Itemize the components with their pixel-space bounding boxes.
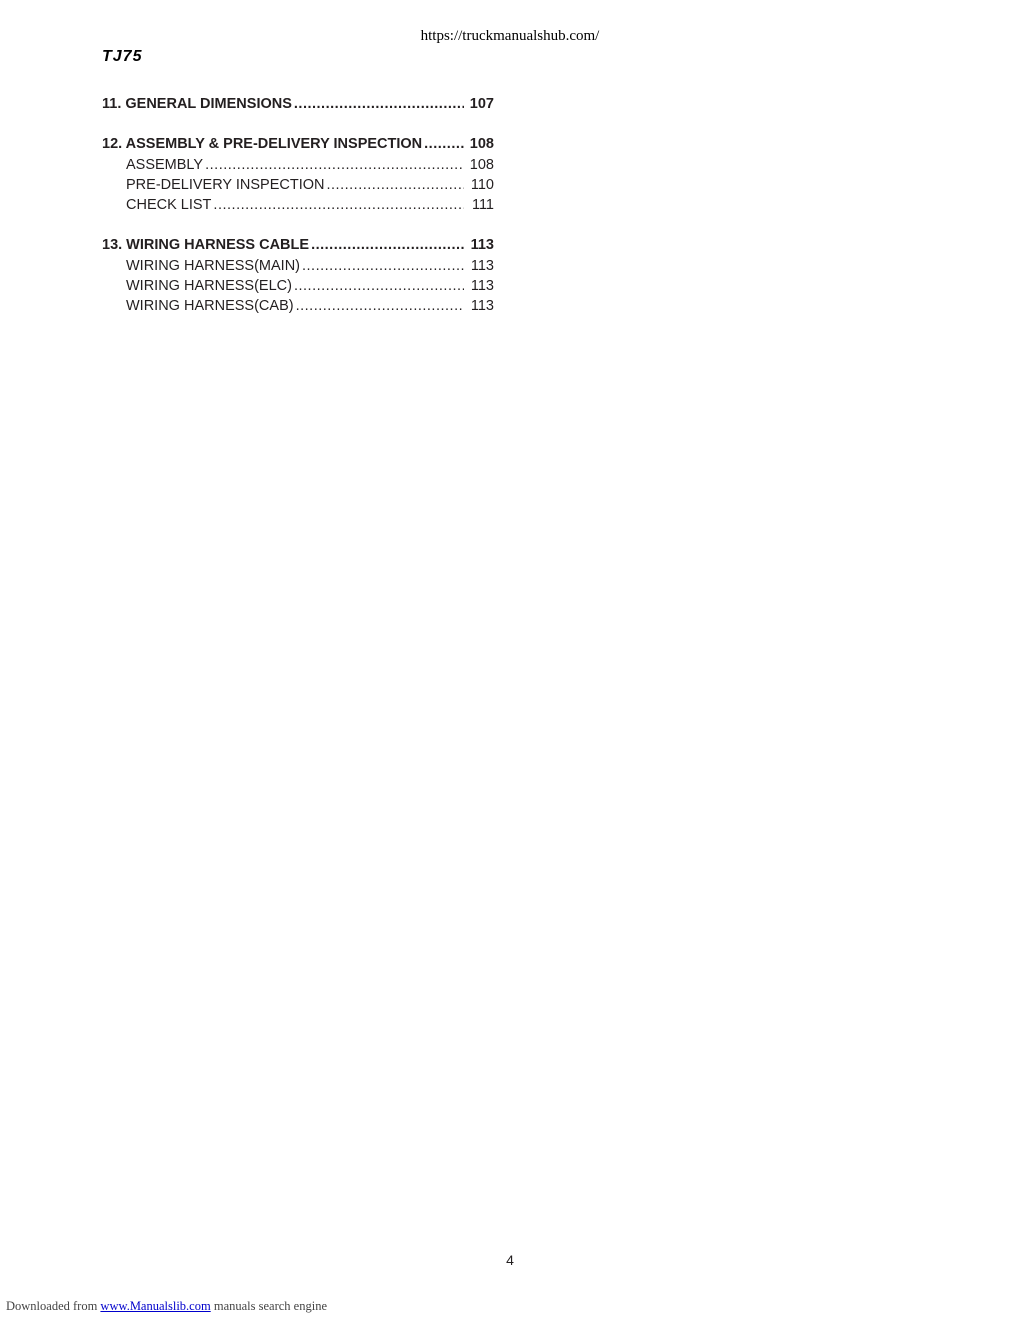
toc-leader-dots: [205, 157, 464, 173]
toc-leader-dots: [302, 258, 464, 274]
download-footer: [6, 1299, 327, 1314]
toc-subentry-assembly[interactable]: [102, 157, 494, 177]
toc-entry-page: 108: [469, 156, 494, 173]
toc-entry-assembly-pre-delivery[interactable]: [102, 136, 494, 156]
page-number: 4: [506, 1252, 514, 1268]
toc-entry-general-dimensions[interactable]: [102, 96, 494, 116]
toc-leader-dots: [327, 177, 465, 193]
toc-section-11: [102, 96, 494, 116]
toc-leader-dots: [424, 136, 464, 152]
toc-subentry-wiring-harness-main[interactable]: [102, 258, 494, 278]
toc-entry-title: WIRING HARNESS(ELC): [126, 278, 292, 295]
toc-leader-dots: [294, 278, 464, 294]
toc-subentry-check-list[interactable]: [102, 197, 494, 217]
header-url: https://truckmanualshub.com/: [420, 28, 600, 44]
toc-leader-dots: [311, 237, 464, 253]
toc-subentry-wiring-harness-cab[interactable]: [102, 298, 494, 318]
toc-subentry-pre-delivery-inspection[interactable]: [102, 177, 494, 197]
toc-entry-title: WIRING HARNESS(MAIN): [126, 257, 300, 274]
toc-entry-page: 113: [470, 298, 494, 315]
toc-entry-page: 107: [469, 96, 494, 112]
toc-entry-page: 113: [470, 278, 494, 295]
toc-leader-dots: [296, 298, 464, 314]
toc-entry-title: 13. WIRING HARNESS CABLE: [102, 237, 310, 254]
model-title: TJ75: [102, 48, 143, 65]
manualslib-link[interactable]: www.Manualslib.com: [100, 1299, 211, 1313]
footer-prefix: Downloaded from: [6, 1299, 98, 1313]
toc-entry-wiring-harness-cable[interactable]: [102, 237, 494, 257]
toc-entry-page: 113: [470, 257, 494, 274]
toc-entry-title: 12. ASSEMBLY & PRE-DELIVERY INSPECTION: [102, 136, 423, 153]
toc-entry-title: CHECK LIST: [126, 197, 212, 214]
toc-entry-title: PRE-DELIVERY INSPECTION: [126, 176, 325, 193]
toc-entry-title: ASSEMBLY: [126, 156, 204, 173]
toc-section-12: [102, 136, 494, 217]
table-of-contents: [102, 96, 494, 339]
toc-leader-dots: [294, 96, 464, 112]
toc-entry-page: 111: [471, 197, 494, 214]
toc-entry-title: 11. GENERAL DIMENSIONS: [102, 96, 292, 112]
toc-entry-page: 110: [470, 176, 494, 193]
toc-section-13: [102, 237, 494, 318]
toc-subentry-wiring-harness-elc[interactable]: [102, 278, 494, 298]
toc-leader-dots: [213, 197, 464, 213]
footer-suffix: manuals search engine: [213, 1299, 327, 1313]
toc-entry-page: 113: [470, 237, 494, 254]
toc-entry-page: 108: [469, 136, 494, 153]
toc-entry-title: WIRING HARNESS(CAB): [126, 298, 294, 315]
